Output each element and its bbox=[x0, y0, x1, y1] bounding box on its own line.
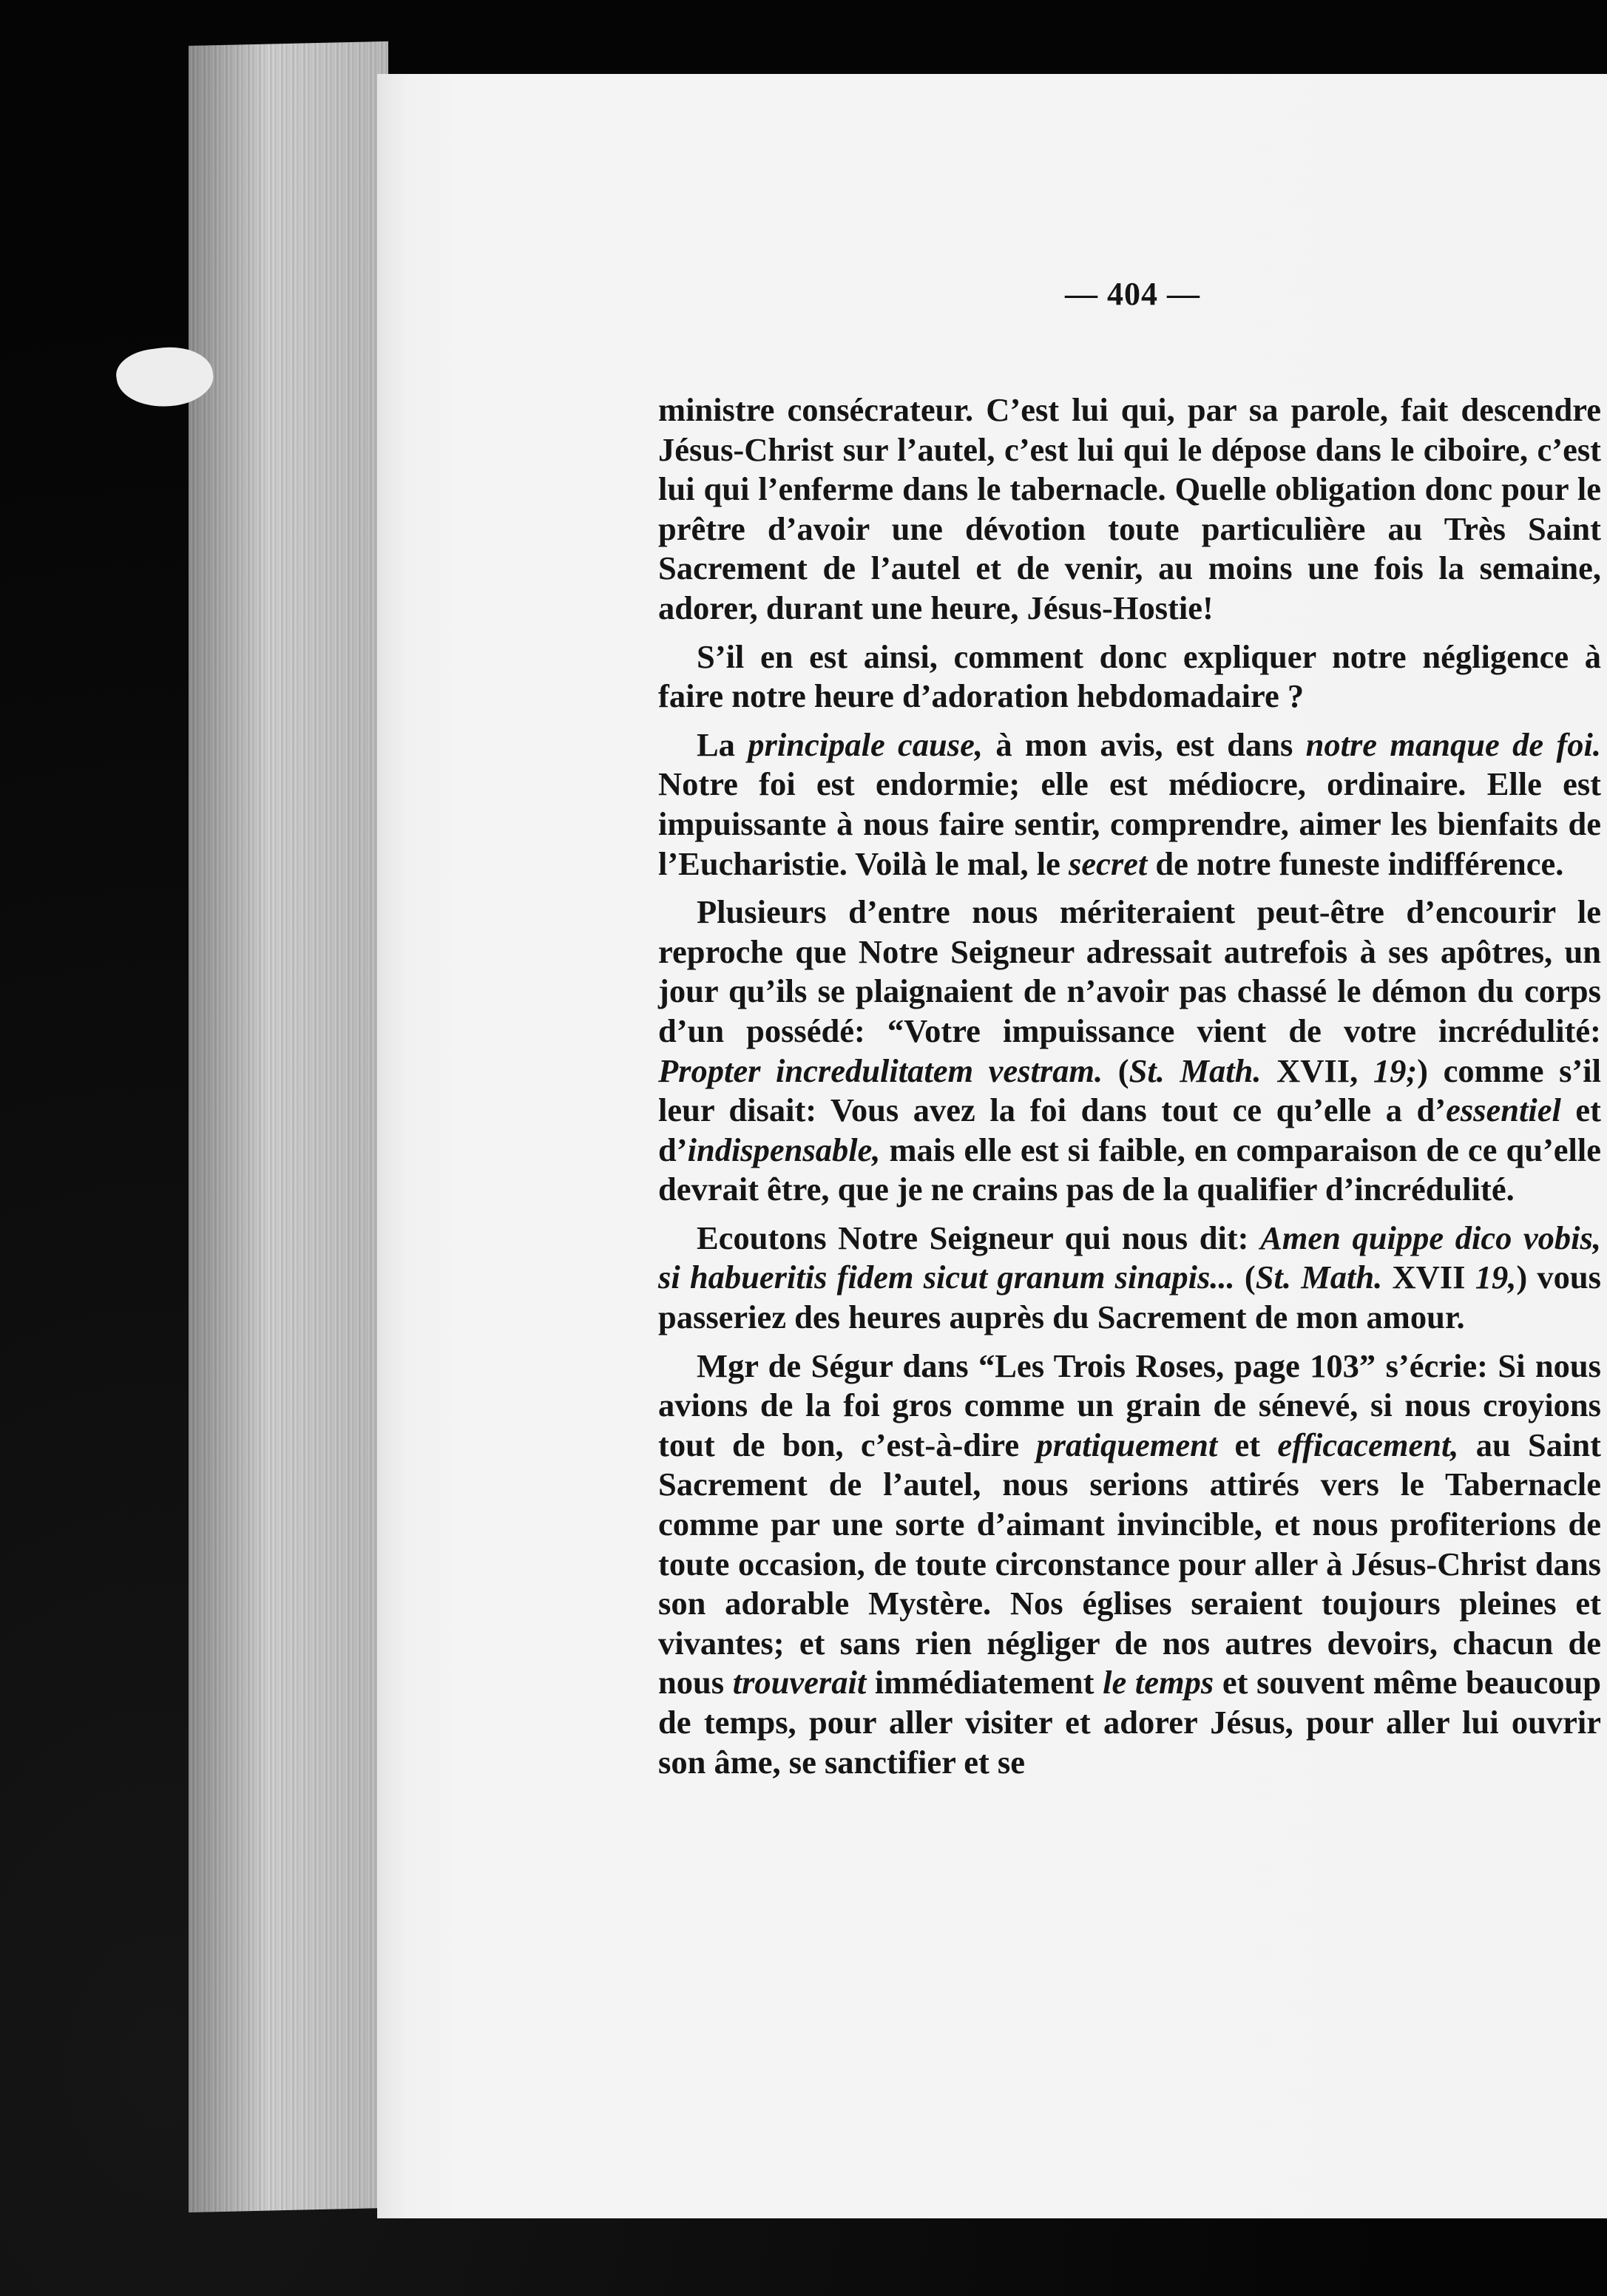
text-segment: ministre consécrateur. C’est lui qui, par sa parole, fait descendre Jésus-Christ sur l’autel, c’est lui qui le dépose dans le ciboire, c’est lui qui l’enferme dans le tabernacle. Quelle obligation donc pour le prêtre d’avoir une dévotion toute particulière au Très Saint Sacrement de l’autel et de venir, au moins une fois la semaine, adorer, durant une heure, Jésus-Hostie! bbox=[658, 391, 1601, 626]
text-segment: Notre foi est endormie; elle est médiocre, ordinaire. Elle est impuissante à nous faire sentir, comprendre, aimer les bienfaits de l’Eucharistie. Voilà le mal, le bbox=[658, 765, 1601, 882]
text-segment: et bbox=[1217, 1426, 1278, 1463]
text-segment: XVII, bbox=[1261, 1052, 1373, 1089]
paragraph-p4 bbox=[658, 893, 1601, 1210]
italic-text: le temps bbox=[1103, 1664, 1214, 1701]
text-segment: de notre funeste indifférence. bbox=[1147, 844, 1564, 882]
italic-text: indispensable, bbox=[687, 1131, 881, 1168]
text-segment: et souvent même beaucoup de temps, pour aller visiter et adorer Jésus, pour aller lui ouvrir son âme, se sanctifier et se bbox=[658, 1664, 1601, 1781]
text-segment: immédiatement bbox=[866, 1664, 1103, 1701]
italic-text: notre manque de foi. bbox=[1305, 725, 1602, 763]
paragraph-p2 bbox=[658, 637, 1601, 717]
italic-text: 19; bbox=[1373, 1052, 1418, 1089]
text-segment: ( bbox=[1103, 1052, 1129, 1089]
text-segment: S’il en est ainsi, comment donc expliquer notre négligence à faire notre heure d’adoration hebdomadaire ? bbox=[658, 637, 1601, 715]
paragraph-p3 bbox=[658, 725, 1601, 884]
italic-text: secret bbox=[1069, 844, 1148, 882]
italic-text: St. Math. bbox=[1129, 1052, 1262, 1089]
page-edges bbox=[189, 41, 388, 2212]
italic-text: efficacement, bbox=[1277, 1426, 1459, 1463]
paragraph-p1 bbox=[658, 390, 1601, 629]
text-segment: et d’ bbox=[658, 1091, 1601, 1168]
text-segment: mais elle est si faible, en comparaison de ce qu’elle devrait être, que je ne crains pas de la qualifier d’incrédulité. bbox=[658, 1131, 1601, 1208]
paragraph-p5 bbox=[658, 1219, 1601, 1338]
italic-text: 19, bbox=[1475, 1259, 1517, 1296]
italic-text: Amen quippe dico vobis, si habueritis fidem sicut granum sinapis... bbox=[658, 1219, 1601, 1296]
text-segment: Plusieurs d’entre nous mériteraient peut-être d’encourir le reproche que Notre Seigneur adressait autrefois à ses apôtres, un jour qu’ils se plaignaient de n’avoir pas chassé le démon du corps d’un possédé: “Votre impuissance vient de votre incrédulité: bbox=[658, 893, 1601, 1049]
text-segment: au Saint Sacrement de l’autel, nous serions attirés vers le Tabernacle comme par une sorte d’aimant invincible, et nous profiterions de toute occasion, de toute circonstance pour aller à Jésus-Christ dans son adorable Mystère. Nos églises seraient toujours pleines et vivantes; et sans rien négliger de nos autres devoirs, chacun de nous bbox=[658, 1426, 1601, 1701]
italic-text: trouverait bbox=[732, 1664, 867, 1701]
text-segment: ) comme s’il leur disait: Vous avez la foi dans tout ce qu’elle a d’ bbox=[658, 1052, 1601, 1129]
text-segment: ( bbox=[1234, 1259, 1256, 1296]
text-segment: XVII bbox=[1382, 1259, 1475, 1296]
page-number: — 404 — bbox=[1065, 276, 1200, 312]
italic-text: principale cause, bbox=[748, 725, 983, 763]
body-text bbox=[658, 390, 1601, 1791]
text-segment: La bbox=[697, 725, 748, 763]
text-segment: ) vous passeriez des heures auprès du Sacrement de mon amour. bbox=[658, 1259, 1601, 1336]
italic-text: pratiquement bbox=[1036, 1426, 1218, 1463]
text-segment: à mon avis, est dans bbox=[982, 725, 1306, 763]
text-segment: Mgr de Ségur dans “Les Trois Roses, page 103” s’écrie: Si nous avions de la foi gros comme un grain de sénevé, si nous croyions tout de bon, c’est-à-dire bbox=[658, 1347, 1601, 1463]
italic-text: essentiel bbox=[1446, 1091, 1561, 1129]
italic-text: Propter incredulitatem vestram. bbox=[658, 1052, 1103, 1089]
text-segment: Ecoutons Notre Seigneur qui nous dit: bbox=[697, 1219, 1261, 1256]
italic-text: St. Math. bbox=[1255, 1259, 1383, 1296]
paragraph-p6 bbox=[658, 1347, 1601, 1783]
